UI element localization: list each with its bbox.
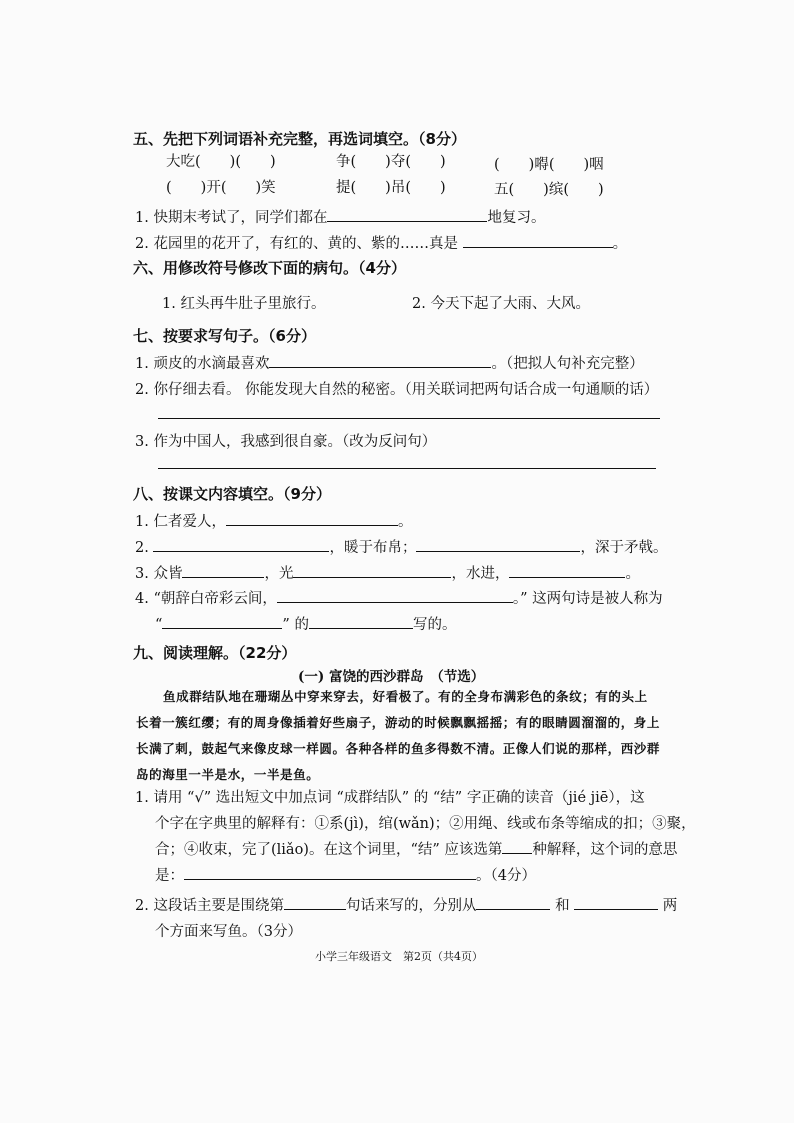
q7-sentence-2: 2. 你仔细去看。 你能发现大自然的秘密。（用关联词把两句话合成一句通顺的话）	[135, 382, 659, 398]
q9-q2-l1-c: 和	[555, 898, 570, 914]
q8-s4-a: 4. “朝辞白帝彩云间，	[135, 591, 277, 607]
q8-line-4	[135, 587, 663, 608]
q9-q1-l3-b: 种解释，这个词的意思	[532, 842, 678, 858]
answer-blank[interactable]	[284, 895, 346, 910]
q8-s4-b: 。” 这两句诗是被人称为	[512, 591, 663, 607]
answer-line[interactable]	[158, 468, 656, 469]
answer-blank[interactable]	[182, 563, 264, 578]
answer-blank[interactable]	[327, 207, 487, 222]
q9-q1-line-1: 1. 请用 “√” 选出短文中加点词 “成群结队” 的 “结” 字正确的读音（jié jiē），这	[135, 790, 645, 806]
answer-blank[interactable]	[502, 839, 532, 854]
q7-s1-end: 。（把拟人句补充完整）	[491, 356, 644, 372]
answer-blank[interactable]	[509, 563, 625, 578]
answer-blank[interactable]	[416, 537, 580, 552]
q8-s4-d: ” 的	[282, 617, 309, 633]
q8-line-3	[135, 562, 640, 583]
q9-q1-l4-b: 。（4分）	[476, 868, 536, 884]
answer-blank[interactable]	[277, 588, 513, 603]
section-5-title: 五、先把下列词语补充完整，再选词填空。（8分）	[133, 130, 466, 148]
q5-s2-end: 。	[612, 236, 628, 252]
q8-line-1	[135, 510, 412, 531]
q9-q1-line-4	[155, 864, 536, 885]
q8-s3-b: ，光	[264, 566, 294, 582]
q7-s1-text: 1. 顽皮的水滴最喜欢	[135, 356, 270, 372]
answer-line[interactable]	[158, 418, 660, 419]
q9-q2-l1-b: 句话来写的，分别从	[345, 898, 477, 914]
section-7-title: 七、按要求写句子。（6分）	[133, 327, 316, 345]
q8-s2-end: ，深于矛戟。	[580, 540, 668, 556]
reading-passage: 鱼成群结队地在珊瑚丛中穿来穿去，好看极了。有的全身布满彩色的条纹；有的头上长着一簇红缨；有的周身像插着好些扇子，游动的时候飘飘摇摇；有的眼睛圆溜溜的，身上长满了刺，鼓起气来像皮球一样圆。各种各样的鱼多得数不清。正像人们说的那样，西沙群岛的海里一半是水，一半是鱼。	[136, 689, 661, 782]
q9-q1-line-3	[155, 838, 677, 859]
q5-s2-text: 2. 花园里的花开了，有红的、黄的、紫的……真是	[135, 236, 458, 252]
word-fill-6: 五( )缤( )	[494, 182, 604, 198]
q8-s2-mid: ，暖于布帛；	[329, 540, 417, 556]
q8-s2-num: 2.	[135, 540, 149, 556]
q8-s3-a: 3. 众皆	[135, 566, 183, 582]
answer-blank[interactable]	[184, 865, 476, 880]
q5-s1-end: 地复习。	[487, 210, 546, 226]
answer-blank[interactable]	[463, 233, 613, 248]
answer-blank[interactable]	[162, 614, 282, 629]
passage-title: (一) 富饶的西沙群岛 （节选）	[298, 669, 485, 685]
page-footer: 小学三年级语文 第2页（共4页）	[315, 950, 483, 963]
section-9-title: 九、阅读理解。（22分）	[133, 644, 297, 662]
section-6-title: 六、用修改符号修改下面的病句。（4分）	[133, 259, 406, 277]
q8-line-2	[135, 536, 667, 557]
word-fill-4: ( )开( )笑	[166, 180, 276, 196]
q5-s1-text: 1. 快期末考试了，同学们都在	[135, 210, 328, 226]
answer-blank[interactable]	[226, 511, 398, 526]
q9-q1-l4-a: 是：	[155, 868, 184, 884]
q9-q2-line-1	[135, 894, 677, 915]
answer-blank[interactable]	[574, 895, 658, 910]
word-fill-5: 提( )吊( )	[336, 180, 446, 196]
q9-q1-line-2: 个字在字典里的解释有：①系(jì)，绾(wǎn)；②用绳、线或布条等缩成的扣；③聚，	[155, 816, 696, 832]
q8-s4-c: “	[155, 617, 163, 633]
word-fill-3: ( )嘚( )咽	[494, 157, 604, 173]
word-fill-1: 大吃( )( )	[166, 154, 276, 170]
q5-sentence-1	[135, 206, 545, 227]
answer-blank[interactable]	[476, 895, 550, 910]
q9-q2-l1-d: 两	[662, 898, 678, 914]
q7-sentence-3: 3. 作为中国人，我感到很自豪。（改为反问句）	[135, 434, 437, 450]
q8-s1-text: 1. 仁者爱人，	[135, 514, 226, 530]
word-fill-2: 争( )夺( )	[336, 154, 446, 170]
q8-s4-e: 写的。	[412, 617, 457, 633]
answer-blank[interactable]	[153, 537, 329, 552]
q9-q2-l1-a: 2. 这段话主要是围绕第	[135, 898, 284, 914]
q8-s3-d: 。	[625, 566, 640, 582]
q8-s3-c: ，水进，	[451, 566, 510, 582]
q8-s1-end: 。	[397, 514, 413, 530]
answer-blank[interactable]	[269, 353, 491, 368]
answer-blank[interactable]	[293, 563, 451, 578]
section-8-title: 八、按课文内容填空。（9分）	[133, 485, 331, 503]
q8-line-5	[155, 613, 456, 634]
q6-sentence-2: 2. 今天下起了大雨、大风。	[412, 296, 590, 312]
q7-sentence-1	[135, 352, 644, 373]
q9-q2-line-2: 个方面来写鱼。（3分）	[155, 924, 302, 940]
answer-blank[interactable]	[309, 614, 413, 629]
q5-sentence-2	[135, 232, 627, 253]
q9-q1-l3-a: 合；④收束，完了(liǎo)。在这个词里，“结” 应该选第	[155, 842, 503, 858]
q6-sentence-1: 1. 红头再牛肚子里旅行。	[162, 296, 326, 312]
